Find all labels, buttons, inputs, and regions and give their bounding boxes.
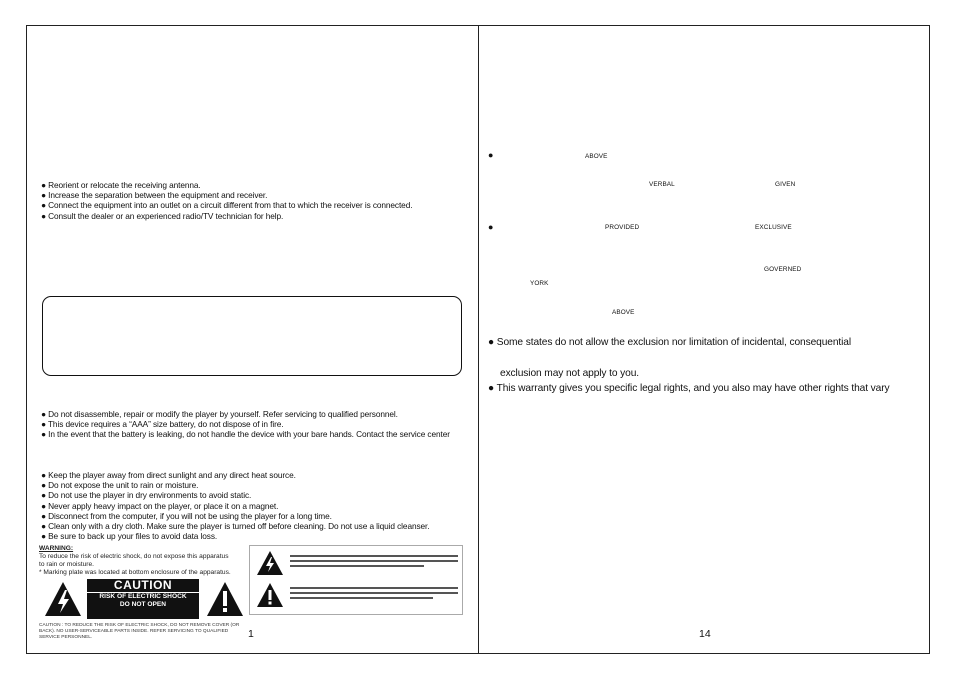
caution-subtitle: RISK OF ELECTRIC SHOCK: [99, 593, 187, 600]
list-item: ● Clean only with a dry cloth. Make sure the player is turned off before cleaning. Do not use a liquid cleanser.: [41, 521, 430, 532]
warning-text-line: To reduce the risk of electric shock, do not expose this apparatus: [39, 553, 229, 560]
right-page: [478, 25, 930, 654]
warning-text-line: * Marking plate was located at bottom enclosure of the apparatus.: [39, 569, 231, 576]
warning-text-line: to rain or moisture.: [39, 561, 94, 568]
battery-caution-list: [41, 409, 450, 440]
interference-list: [41, 180, 412, 221]
list-item: ● Never apply heavy impact on the player, or place it on a magnet.: [41, 500, 279, 511]
exclamation-triangle-icon: [205, 580, 245, 618]
caution-panel: [87, 579, 199, 619]
warning-heading: WARNING:: [39, 545, 74, 552]
warning-label-image: [37, 545, 251, 638]
list-item: ● Reorient or relocate the receiving antenna.: [41, 180, 201, 190]
warranty-text-line: exclusion may not apply to you.: [500, 368, 640, 379]
exclamation-triangle-icon: [256, 582, 284, 608]
warranty-word: ABOVE: [612, 309, 635, 316]
warranty-word: GIVEN: [775, 181, 796, 188]
list-item: ● In the event that the battery is leaking, do not handle the device with your bare hands. Contact the service center: [41, 429, 450, 440]
caution-subtitle: DO NOT OPEN: [119, 601, 167, 608]
warranty-word: YORK: [530, 280, 549, 287]
list-item: ● Disconnect from the computer, if you will not be using the player for a long time.: [41, 510, 332, 521]
warranty-word: VERBAL: [649, 181, 675, 188]
usage-caution-list: [41, 470, 429, 541]
list-item: ● Consult the dealer or an experienced radio/TV technician for help.: [41, 210, 284, 221]
warranty-word: GOVERNED: [764, 266, 802, 273]
caution-block: [39, 579, 249, 621]
list-item: ● Be sure to back up your files to avoid data loss.: [41, 531, 218, 542]
symbol-description: [290, 552, 458, 576]
warranty-word: PROVIDED: [605, 224, 640, 231]
list-item: ● Do not expose the unit to rain or moisture.: [41, 480, 199, 491]
list-item: ● This device requires a “AAA” size battery, do not dispose of in fire.: [41, 419, 284, 430]
lightning-symbol-row: [254, 550, 458, 578]
lightning-triangle-icon: [256, 550, 284, 576]
page-number: 14: [699, 628, 711, 640]
warranty-word: ABOVE: [585, 153, 608, 160]
list-item: ● Do not disassemble, repair or modify the player by yourself. Refer servicing to qualified personnel.: [41, 409, 398, 419]
bullet: ●: [488, 222, 494, 232]
warranty-text-line: ● This warranty gives you specific legal rights, and you also may have other rights that vary: [488, 383, 890, 394]
list-item: ● Increase the separation between the equipment and receiver.: [41, 190, 268, 201]
left-page: [26, 25, 479, 654]
bullet: ●: [488, 150, 494, 160]
symbols-explanation-image: [249, 545, 463, 615]
caution-title: CAUTION: [87, 579, 199, 593]
page-number: 1: [248, 628, 254, 640]
caution-footer-text: CAUTION : TO REDUCE THE RISK OF ELECTRIC SHOCK, DO NOT REMOVE COVER (OR BACK). NO USER-SERVICEABLE PARTS INSIDE. REFER SERVICING TO QUALIFIED SERVICE PERSONNEL.: [39, 623, 240, 640]
exclamation-symbol-row: [254, 582, 458, 610]
notice-box: [42, 296, 462, 376]
list-item: ● Keep the player away from direct sunlight and any direct heat source.: [41, 470, 296, 480]
lightning-triangle-icon: [43, 580, 83, 618]
list-item: ● Do not use the player in dry environments to avoid static.: [41, 490, 252, 501]
symbol-description: [290, 584, 458, 608]
warranty-word: EXCLUSIVE: [755, 224, 792, 231]
list-item: ● Connect the equipment into an outlet on a circuit different from that to which the receiver is connected.: [41, 200, 413, 211]
warranty-text-line: ● Some states do not allow the exclusion nor limitation of incidental, consequential: [488, 337, 852, 348]
